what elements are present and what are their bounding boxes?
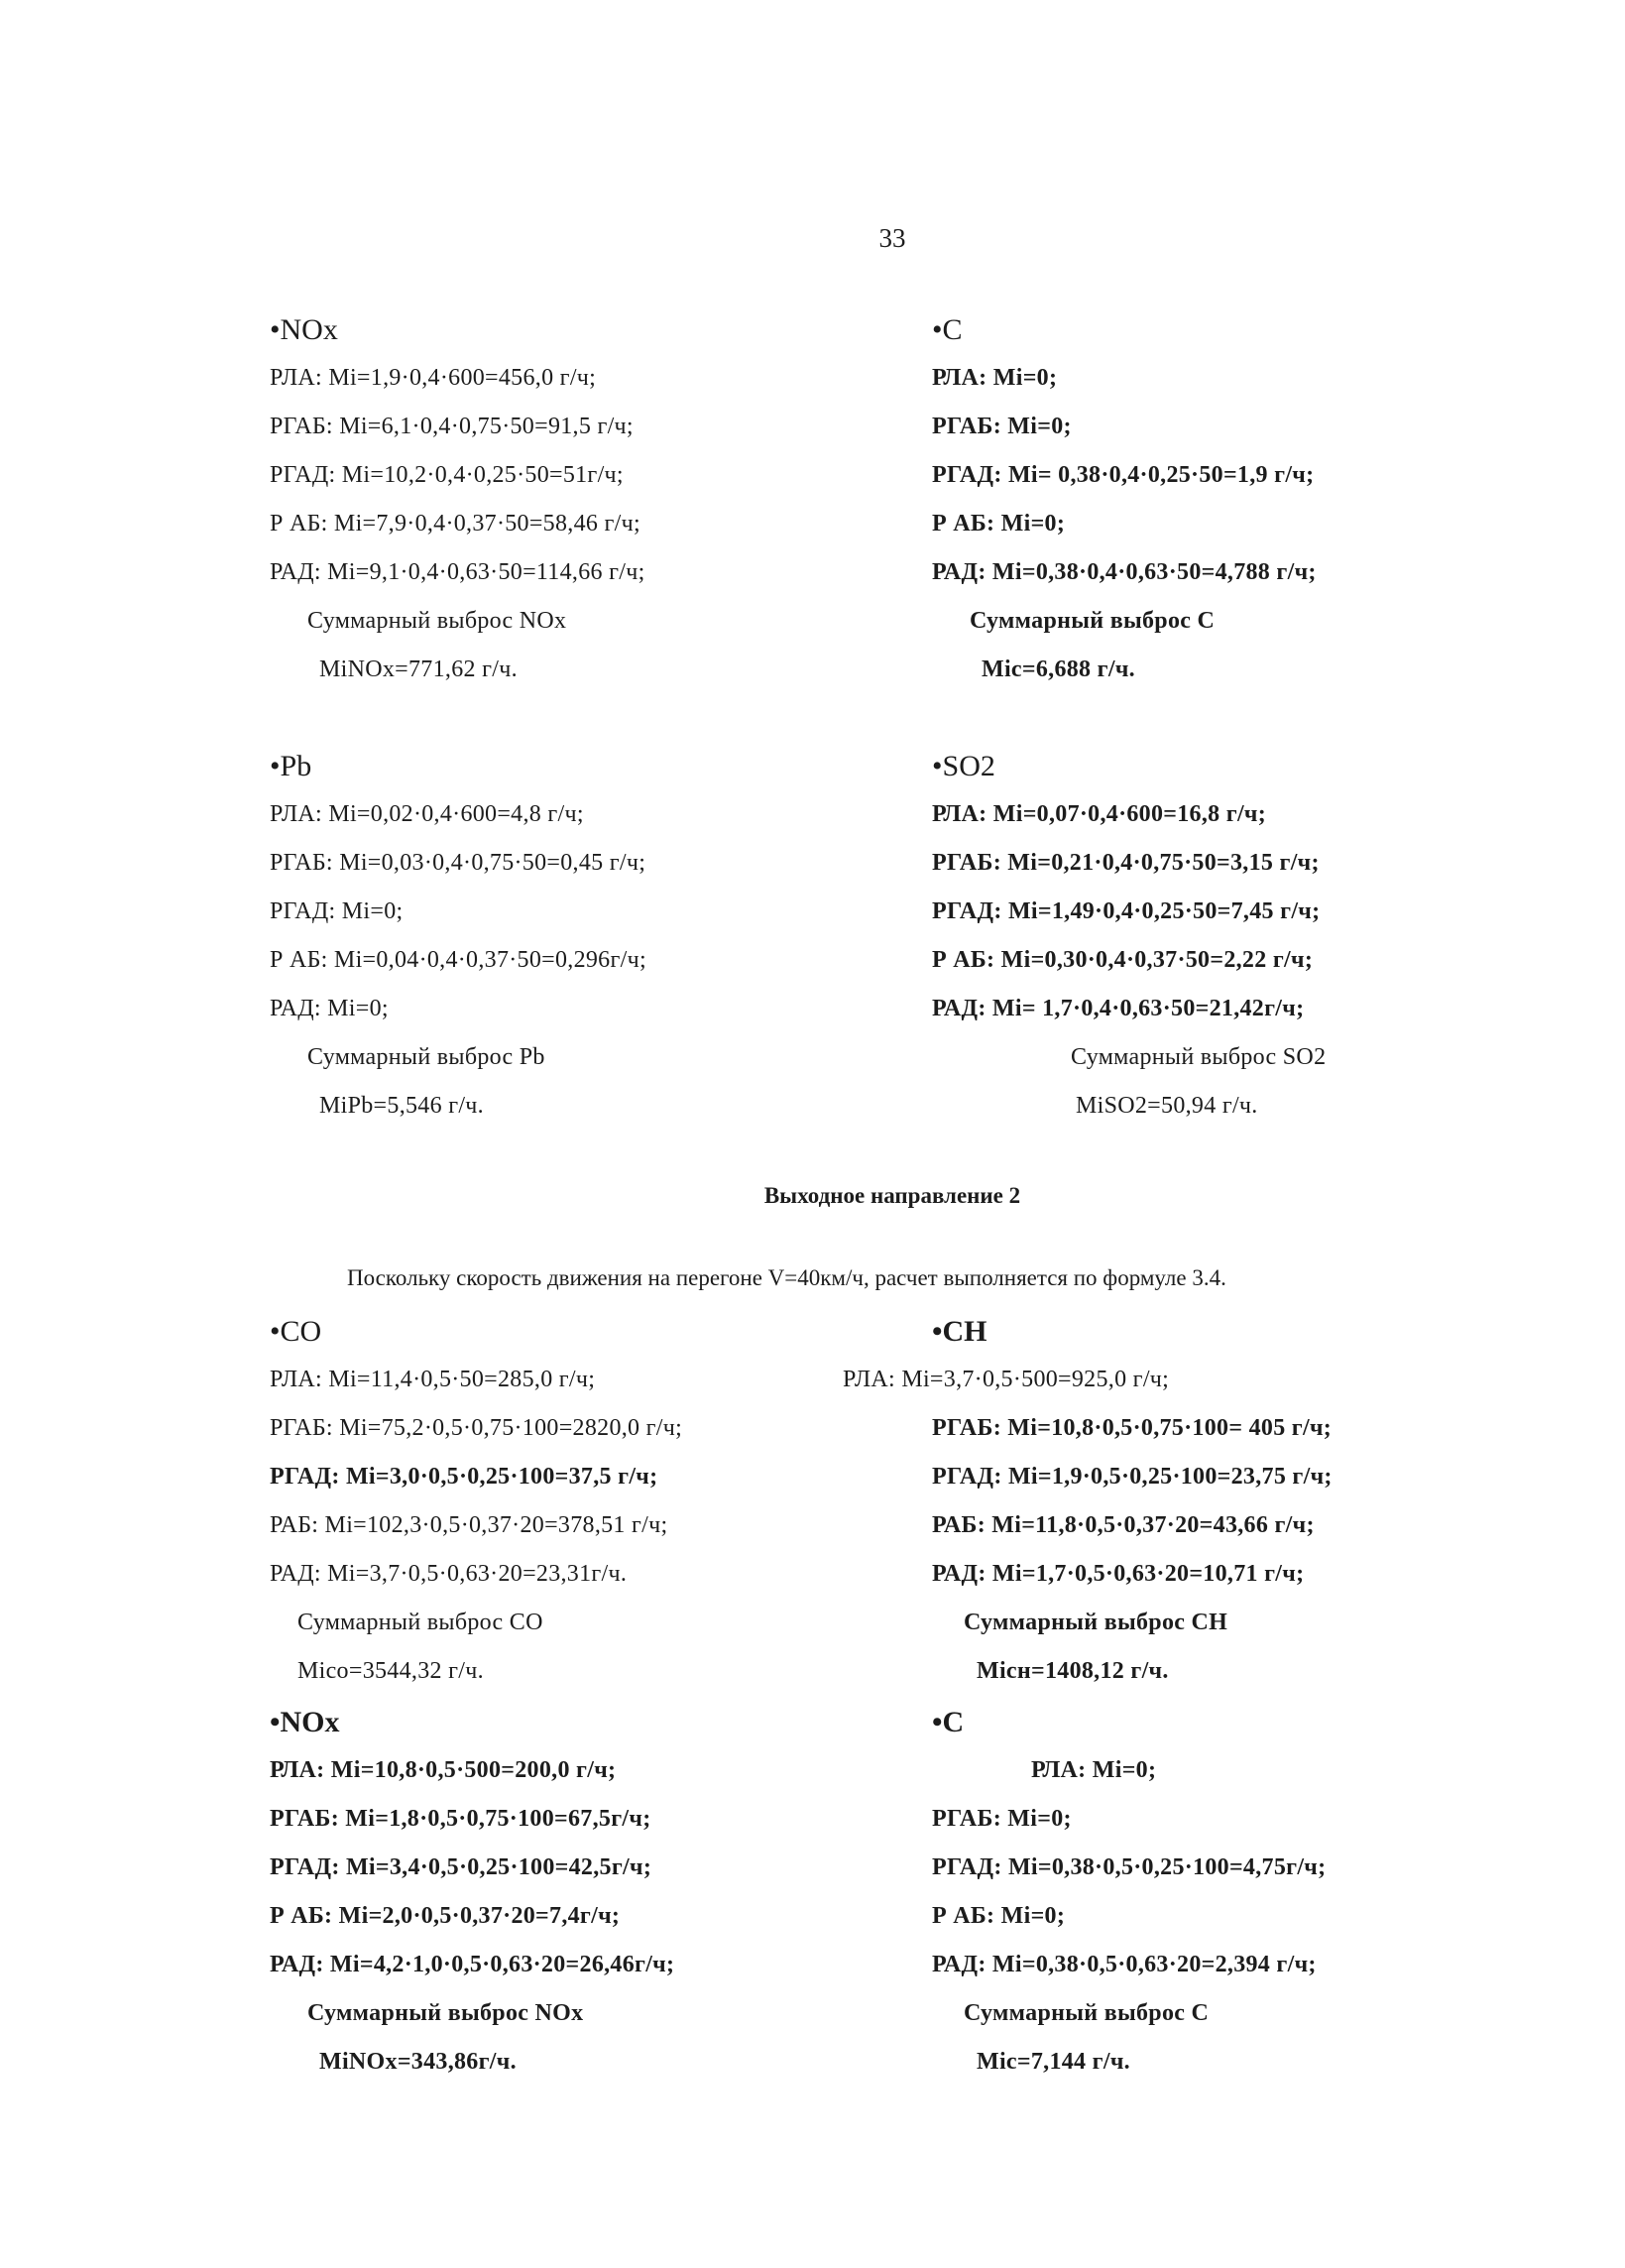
ch-line-rab: РАБ: Mi=11,8·0,5·0,37·20=43,66 г/ч; — [932, 1512, 1315, 1538]
c-2-total: Miс=7,144 г/ч. — [977, 2049, 1130, 2075]
co-total: Miсо=3544,32 г/ч. — [297, 1658, 484, 1684]
nox-title-1: •NOx — [270, 313, 338, 346]
pb-line-rgab: РГАБ: Mi=0,03·0,4·0,75·50=0,45 г/ч; — [270, 850, 646, 876]
intro-text: Поскольку скорость движения на перегоне V=40км/ч, расчет выполняется по формуле 3.4. — [347, 1265, 1226, 1290]
nox-2-total: MiNOx=343,86г/ч. — [319, 2049, 517, 2075]
so2-block — [932, 742, 1326, 1131]
ch-line-rla: РЛА: Mi=3,7·0,5·500=925,0 г/ч; — [843, 1367, 1170, 1392]
so2-line-rgad: РГАД: Mi=1,49·0,4·0,25·50=7,45 г/ч; — [932, 898, 1321, 924]
c-2-summary: Суммарный выброс C — [964, 2000, 1210, 2026]
so2-summary: Суммарный выброс SO2 — [1071, 1044, 1327, 1070]
nox-2-line-rad: РАД: Mi=4,2·1,0·0,5·0,63·20=26,46г/ч; — [270, 1952, 675, 1977]
c-1-line-rla: РЛА: Mi=0; — [932, 365, 1058, 391]
so2-line-rad: РАД: Mi= 1,7·0,4·0,63·50=21,42г/ч; — [932, 996, 1305, 1021]
pb-block — [270, 742, 646, 1131]
nox-1-line-rgad: РГАД: Mi=10,2·0,4·0,25·50=51г/ч; — [270, 462, 624, 488]
pb-line-rab: Р АБ: Mi=0,04·0,4·0,37·50=0,296г/ч; — [270, 947, 646, 973]
c-1-summary: Суммарный выброс C — [970, 608, 1216, 634]
c-title-2: •C — [932, 1706, 965, 1738]
nox-2-summary: Суммарный выброс NOx — [307, 2000, 584, 2026]
c-2-line-rla: РЛА: Mi=0; — [1031, 1757, 1157, 1783]
section-heading: Выходное направление 2 — [763, 1183, 1021, 1208]
c-2-line-rab: Р АБ: Mi=0; — [932, 1903, 1066, 1929]
co-line-rgad: РГАД: Mi=3,0·0,5·0,25·100=37,5 г/ч; — [270, 1464, 658, 1490]
ch-summary: Суммарный выброс CH — [964, 1610, 1228, 1635]
c-2-line-rgad: РГАД: Mi=0,38·0,5·0,25·100=4,75г/ч; — [932, 1854, 1327, 1880]
so2-title: •SO2 — [932, 750, 995, 782]
pb-line-rla: РЛА: Mi=0,02·0,4·600=4,8 г/ч; — [270, 801, 584, 827]
c-2-line-rad: РАД: Mi=0,38·0,5·0,63·20=2,394 г/ч; — [932, 1952, 1317, 1977]
nox-1-line-rla: РЛА: Mi=1,9·0,4·600=456,0 г/ч; — [270, 365, 597, 391]
ch-title: •CH — [932, 1315, 987, 1348]
co-summary: Суммарный выброс CO — [297, 1610, 543, 1635]
c-title-1: •C — [932, 313, 963, 346]
c-1-line-rad: РАД: Mi=0,38·0,4·0,63·50=4,788 г/ч; — [932, 559, 1317, 585]
co-line-rab: РАБ: Mi=102,3·0,5·0,37·20=378,51 г/ч; — [270, 1512, 668, 1538]
nox-1-line-rad: РАД: Mi=9,1·0,4·0,63·50=114,66 г/ч; — [270, 559, 645, 585]
nox-2-line-rgad: РГАД: Mi=3,4·0,5·0,25·100=42,5г/ч; — [270, 1854, 652, 1880]
pb-title: •Pb — [270, 750, 312, 782]
page-number: 33 — [878, 223, 906, 253]
pb-line-rad: РАД: Mi=0; — [270, 996, 389, 1021]
nox-1-line-rgab: РГАБ: Mi=6,1·0,4·0,75·50=91,5 г/ч; — [270, 414, 634, 439]
nox-1-line-rab: Р АБ: Mi=7,9·0,4·0,37·50=58,46 г/ч; — [270, 511, 640, 537]
pb-total: MiPb=5,546 г/ч. — [319, 1093, 484, 1119]
ch-line-rgab: РГАБ: Mi=10,8·0,5·0,75·100= 405 г/ч; — [932, 1415, 1333, 1441]
nox-1-summary: Суммарный выброс NOx — [307, 608, 567, 634]
so2-line-rgab: РГАБ: Mi=0,21·0,4·0,75·50=3,15 г/ч; — [932, 850, 1320, 876]
c-1-line-rgad: РГАД: Mi= 0,38·0,4·0,25·50=1,9 г/ч; — [932, 462, 1315, 488]
ch-line-rad: РАД: Mi=1,7·0,5·0,63·20=10,71 г/ч; — [932, 1561, 1305, 1587]
c-1-total: Miс=6,688 г/ч. — [982, 657, 1135, 682]
nox-2-line-rgab: РГАБ: Mi=1,8·0,5·0,75·100=67,5г/ч; — [270, 1806, 651, 1832]
co-block — [270, 1307, 682, 1696]
so2-total: MiSO2=50,94 г/ч. — [1076, 1093, 1258, 1119]
co-title: •CO — [270, 1315, 322, 1348]
c-block-2 — [932, 1698, 1326, 2087]
co-line-rgab: РГАБ: Mi=75,2·0,5·0,75·100=2820,0 г/ч; — [270, 1415, 683, 1441]
c-1-line-rab: Р АБ: Mi=0; — [932, 511, 1066, 537]
co-line-rad: РАД: Mi=3,7·0,5·0,63·20=23,31г/ч. — [270, 1561, 628, 1587]
co-line-rla: РЛА: Mi=11,4·0,5·50=285,0 г/ч; — [270, 1367, 596, 1392]
nox-2-line-rla: РЛА: Mi=10,8·0,5·500=200,0 г/ч; — [270, 1757, 617, 1783]
pb-summary: Суммарный выброс Pb — [307, 1044, 545, 1070]
ch-total: Miсн=1408,12 г/ч. — [977, 1658, 1169, 1684]
nox-block-1 — [270, 305, 645, 694]
nox-block-2 — [270, 1698, 674, 2087]
pb-line-rgad: РГАД: Mi=0; — [270, 898, 404, 924]
ch-block — [843, 1307, 1333, 1696]
nox-2-line-rab: Р АБ: Mi=2,0·0,5·0,37·20=7,4г/ч; — [270, 1903, 621, 1929]
nox-1-total: MiNOx=771,62 г/ч. — [319, 657, 518, 682]
c-1-line-rgab: РГАБ: Mi=0; — [932, 414, 1072, 439]
c-block-1 — [932, 305, 1317, 694]
ch-line-rgad: РГАД: Mi=1,9·0,5·0,25·100=23,75 г/ч; — [932, 1464, 1333, 1490]
nox-title-2: •NOx — [270, 1706, 340, 1738]
c-2-line-rgab: РГАБ: Mi=0; — [932, 1806, 1072, 1832]
so2-line-rab: Р АБ: Mi=0,30·0,4·0,37·50=2,22 г/ч; — [932, 947, 1314, 973]
so2-line-rla: РЛА: Mi=0,07·0,4·600=16,8 г/ч; — [932, 801, 1267, 827]
